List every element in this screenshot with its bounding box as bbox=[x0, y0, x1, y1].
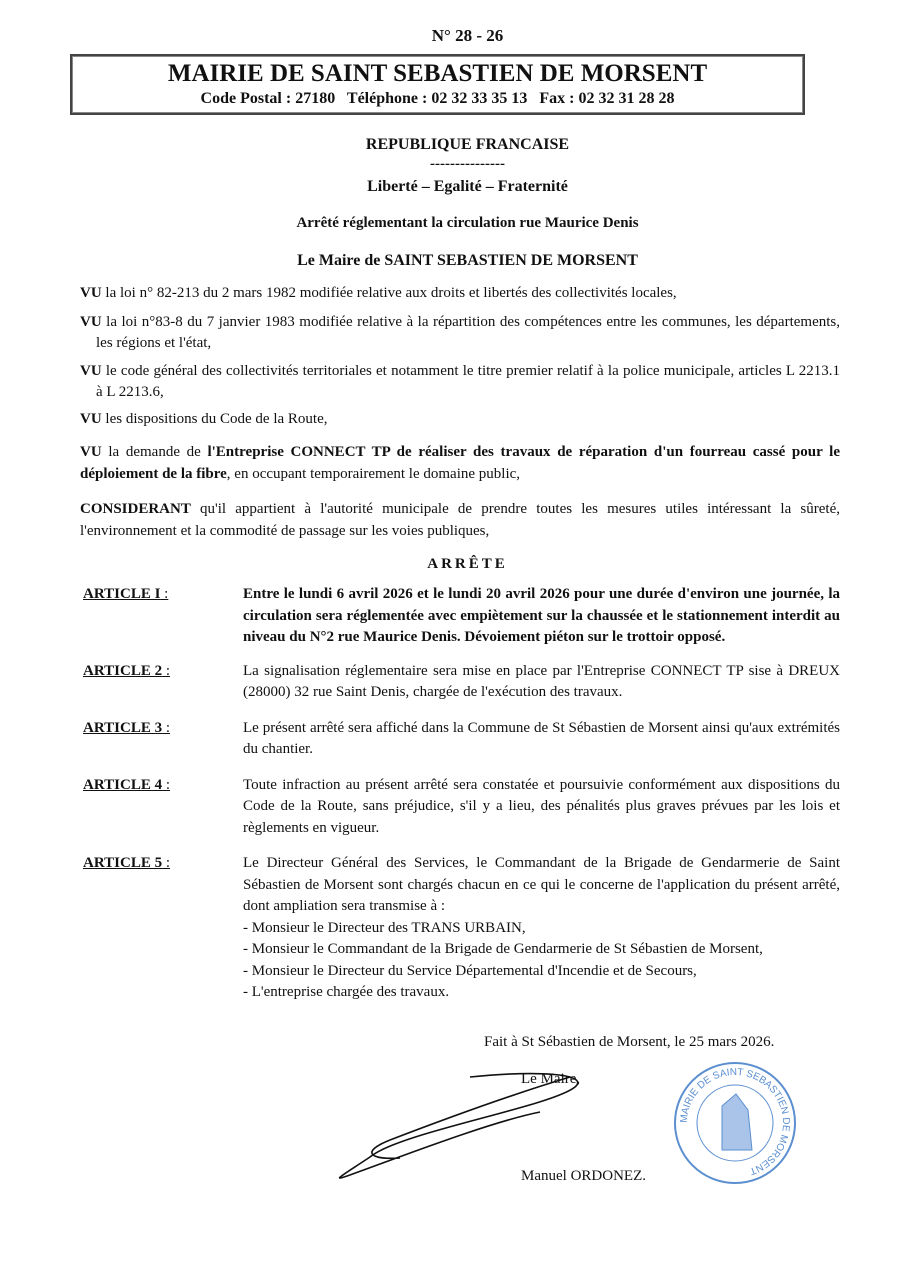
article-label: ARTICLE 3 : bbox=[83, 719, 170, 736]
signatory-role: Le Maire, bbox=[521, 1070, 581, 1087]
recipient: - Monsieur le Commandant de la Brigade de Gendarmerie de St Sébastien de Morsent, bbox=[243, 941, 763, 957]
recipient: - L'entreprise chargée des travaux. bbox=[243, 984, 450, 1000]
recipient: - Monsieur le Directeur du Service Départemental d'Incendie et de Secours, bbox=[243, 962, 697, 979]
article-label: ARTICLE 4 : bbox=[83, 776, 170, 793]
republic-heading: REPUBLIQUE FRANCAISE bbox=[365, 136, 570, 153]
handwritten-signature bbox=[70, 1062, 590, 1192]
article bbox=[80, 661, 840, 704]
article bbox=[80, 775, 840, 840]
article bbox=[80, 853, 840, 1004]
letterhead-box bbox=[70, 54, 805, 115]
vu-clause: VU la loi n° 82-213 du 2 mars 1982 modifiée relative aux droits et libertés des collectivités locales, bbox=[80, 285, 677, 301]
official-stamp bbox=[670, 1058, 800, 1188]
article-text: Toute infraction au présent arrêté sera constatée et poursuivie conformément aux dispositions du Code de la Route, sans préjudice, s'il y a lieu, des pénalités plus graves prévues par les lois et règlements en vigueur. bbox=[243, 776, 840, 836]
article-label: ARTICLE 2 : bbox=[83, 662, 170, 679]
article-text: Le présent arrêté sera affiché dans la Commune de St Sébastien de Morsent ainsi qu'aux extrémités du chantier. bbox=[243, 719, 840, 757]
article bbox=[80, 584, 840, 649]
article bbox=[80, 718, 840, 761]
article-text: Le Directeur Général des Services, le Commandant de la Brigade de Gendarmerie de Saint Sébastien de Morsent sont chargés chacun en ce qui le concerne de l'application du présent arrêté, dont ampliation sera transmise à : - Monsieur le Directeur des TRANS URBAIN, - Monsieur le Commandant de la Brigade de Gendarmerie de St Sébastien de Morsent, - Monsieur le Directeur du Service Départemental d'Incendie et de Secours, - L'entreprise chargée des travaux. bbox=[243, 853, 840, 1004]
vu-clause: VU la loi n°83-8 du 7 janvier 1983 modifiée relative à la répartition des compétences entre les communes, les départements, les régions et l'état, bbox=[80, 313, 840, 351]
article-text: Entre le lundi 6 avril 2026 et le lundi 20 avril 2026 pour une durée d'environ une journée, la circulation sera réglementée avec empiètement sur la chaussée et le stationnement interdit au niveau du N°2 rue Maurice Denis. Dévoiement piéton sur le trottoir opposé. bbox=[243, 586, 840, 645]
vu-clause: VU le code général des collectivités territoriales et notamment le titre premier relatif à la police municipale, articles L 2213.1 à L 2213.6, bbox=[80, 362, 840, 400]
place-date: Fait à St Sébastien de Morsent, le 25 mars 2026. bbox=[484, 1033, 775, 1050]
signature-block bbox=[80, 1032, 840, 1202]
recipient: - Monsieur le Directeur des TRANS URBAIN, bbox=[243, 919, 526, 936]
vu-demande-clause: VU la demande de l'Entreprise CONNECT TP de réaliser des travaux de réparation d'un fourreau cassé pour le déploiement de la fibre, en occupant temporairement le domaine public, bbox=[80, 444, 840, 482]
document-number: N° 28 - 26 bbox=[431, 26, 504, 45]
letterhead-title: MAIRIE DE SAINT SEBASTIEN DE MORSENT bbox=[167, 60, 708, 87]
considerant-clause: CONSIDERANT qu'il appartient à l'autorité municipale de prendre toutes les mesures utiles intéressant la sûreté, l'environnement et la commodité de passage sur les voies publiques, bbox=[80, 501, 840, 539]
stamp-text: MAIRIE DE SAINT SEBASTIEN DE MORSENT bbox=[678, 1066, 792, 1177]
article-label: ARTICLE I : bbox=[83, 586, 169, 602]
separator: --------------- bbox=[430, 156, 505, 172]
subject: Arrêté réglementant la circulation rue Maurice Denis bbox=[296, 215, 639, 231]
article-label: ARTICLE 5 : bbox=[83, 855, 170, 871]
signatory-name: Manuel ORDONEZ. bbox=[521, 1167, 646, 1184]
vu-clause: VU les dispositions du Code de la Route, bbox=[80, 410, 328, 427]
arrete-heading: ARRÊTE bbox=[427, 556, 508, 572]
article-text: La signalisation réglementaire sera mise en place par l'Entreprise CONNECT TP sise à DREUX (28000) 32 rue Saint Denis, chargée de l'exécution des travaux. bbox=[243, 662, 840, 700]
letterhead-contact: Code Postal : 27180 Téléphone : 02 32 33 35 13 Fax : 02 32 31 28 28 bbox=[200, 90, 675, 107]
motto: Liberté – Egalité – Fraternité bbox=[367, 178, 568, 195]
recipient-list bbox=[243, 918, 840, 1004]
authority: Le Maire de SAINT SEBASTIEN DE MORSENT bbox=[297, 252, 638, 269]
